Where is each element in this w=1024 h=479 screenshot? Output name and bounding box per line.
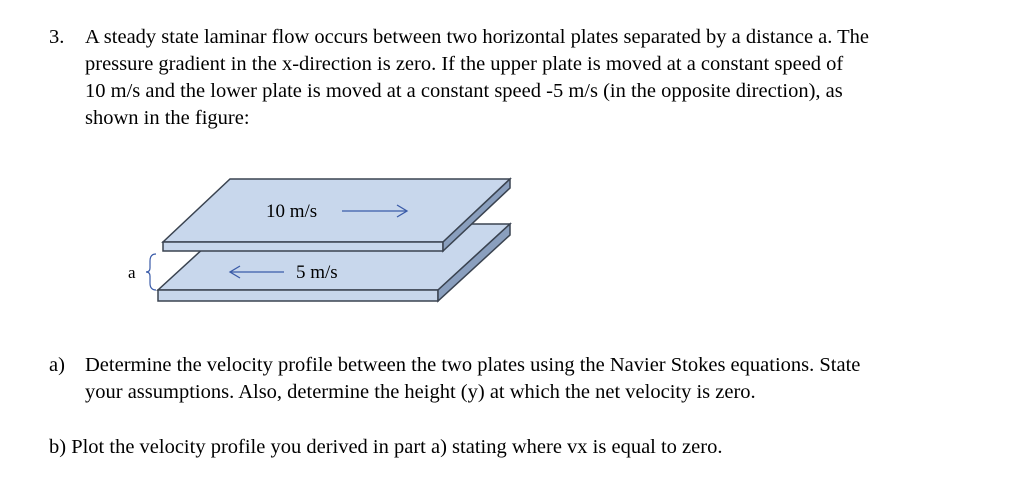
part-b-text: b) Plot the velocity profile you derived in part a) stating where vx is equal to zero. bbox=[49, 436, 723, 458]
part-a-text: Determine the velocity profile between the two plates using the Navier Stokes equations. State your assumptions. Also, determine the height (y) at which the net velocity is zero. bbox=[85, 354, 861, 403]
gap-brace bbox=[146, 254, 156, 290]
problem-number: 3. bbox=[49, 26, 65, 48]
plates-figure bbox=[110, 168, 530, 313]
gap-label: a bbox=[128, 263, 136, 282]
plates-diagram bbox=[110, 168, 530, 308]
lower-speed-label: 5 m/s bbox=[296, 262, 338, 283]
problem-text: A steady state laminar flow occurs between two horizontal plates separated by a distance a. The pressure gradient in the x-direction is zero. If the upper plate is moved at a constant speed of 10 m/s and the lower plate is moved at a constant speed -5 m/s (in the opposite direction), as shown in the figure: bbox=[85, 26, 870, 129]
part-a-letter: a) bbox=[49, 354, 65, 376]
upper-speed-label: 10 m/s bbox=[266, 201, 318, 222]
